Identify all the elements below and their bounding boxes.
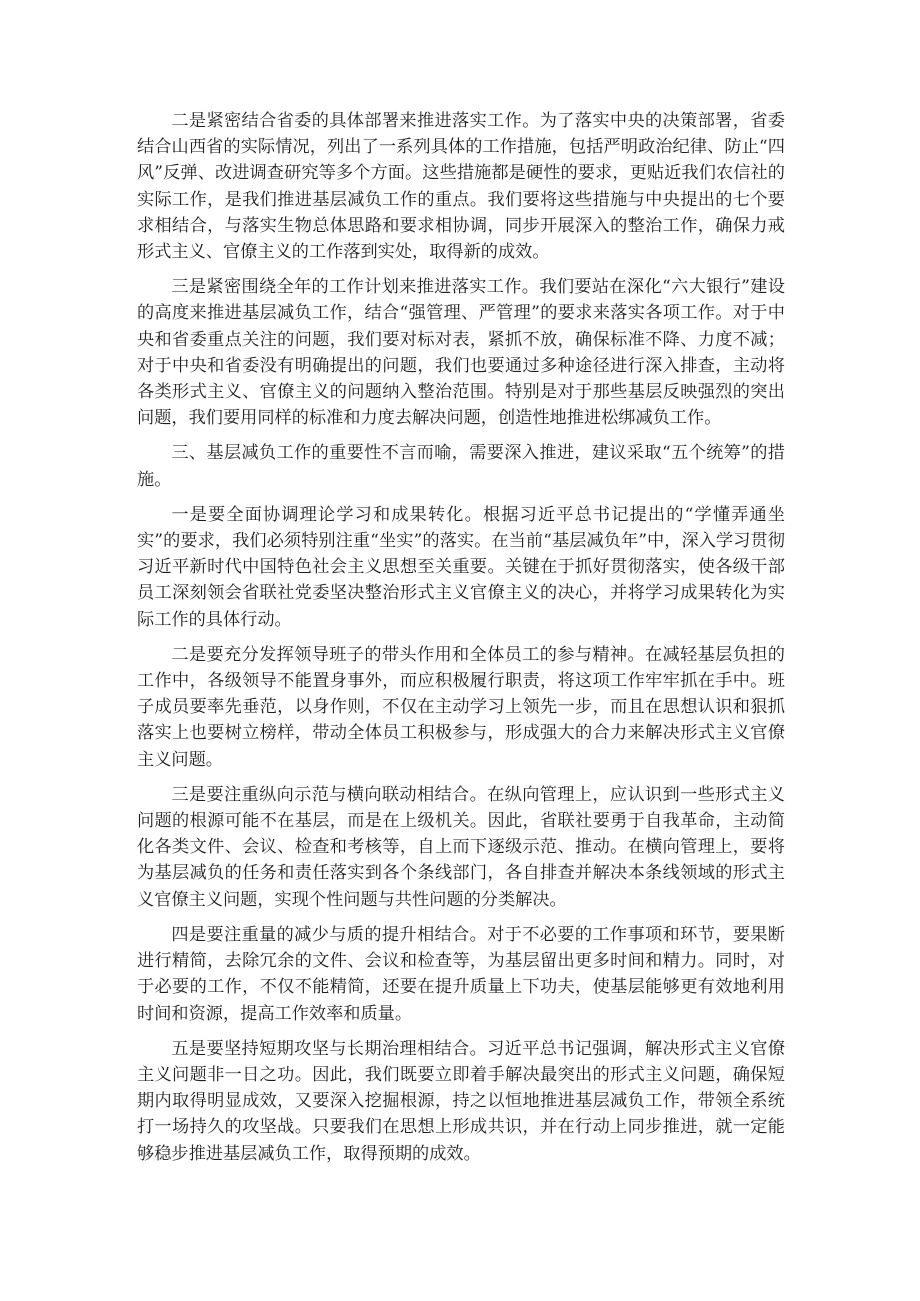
paragraph-4: 一是要全面协调理论学习和成果转化。根据习近平总书记提出的“学懂弄通坐实”的要求，我们必须特别注重“坐实”的落实。在当前“基层减负年”中，深入学习贯彻习近平新时代中国特色社会主义思想至关重要。关键在于抓好贯彻落实，使各级干部员工深刻领会省联社党委坚决整治形式主义官僚主义的决心，并将学习成果转化为实际工作的具体行动。: [137, 504, 785, 630]
paragraph-1: 二是紧密结合省委的具体部署来推进落实工作。为了落实中央的决策部署，省委结合山西省的实际情况，列出了一系列具体的工作措施，包括严明政治纪律、防止“四风”反弹、改进调查研究等多个方面。这些措施都是硬性的要求，更贴近我们农信社的实际工作，是我们推进基层减负工作的重点。我们要将这些措施与中央提出的七个要求相结合，与落实生物总体思路和要求相协调，同步开展深入的整治工作，确保力戒形式主义、官僚主义的工作落到实处，取得新的成效。: [137, 111, 785, 263]
paragraph-7: 四是要注重量的减少与质的提升相结合。对于不必要的工作事项和环节，要果断进行精简，去除冗余的文件、会议和检查等，为基层留出更多时间和精力。同时，对于必要的工作，不仅不能精简，还要在提升质量上下功夫，使基层能够更有效地利用时间和资源，提高工作效率和质量。: [137, 924, 785, 1024]
paragraph-5: 二是要充分发挥领导班子的带头作用和全体员工的参与精神。在减轻基层负担的工作中，各级领导不能置身事外，而应积极履行职责，将这项工作牢牢抓在手中。班子成员要率先垂范，以身作则，不仅在主动学习上领先一步，而且在思想认识和狠抓落实上也要树立榜样，带动全体员工积极参与，形成强大的合力来解决形式主义官僚主义问题。: [137, 644, 785, 770]
document-body: [137, 108, 785, 1176]
paragraph-6: 三是要注重纵向示范与横向联动相结合。在纵向管理上，应认识到一些形式主义问题的根源可能不在基层，而是在上级机关。因此，省联社要勇于自我革命，主动简化各类文件、会议、检查和考核等，自上而下逐级示范、推动。在横向管理上，要将为基层减负的任务和责任落实到各个条线部门，各自排查并解决本条线领域的形式主义官僚主义问题，实现个性问题与共性问题的分类解决。: [137, 784, 785, 910]
paragraph-2: 三是紧密围绕全年的工作计划来推进落实工作。我们要站在深化“六大银行”建设的高度来推进基层减负工作，结合“强管理、严管理”的要求来落实各项工作。对于中央和省委重点关注的问题，我们要对标对表，紧抓不放，确保标准不降、力度不减；对于中央和省委没有明确提出的问题，我们也要通过多种途径进行深入排查，主动将各类形式主义、官僚主义的问题纳入整治范围。特别是对于那些基层反映强烈的突出问题，我们要用同样的标准和力度去解决问题，创造性地推进松绑减负工作。: [137, 277, 785, 429]
paragraph-8: 五是要坚持短期攻坚与长期治理相结合。习近平总书记强调，解决形式主义官僚主义问题非一日之功。因此，我们既要立即着手解决最突出的形式主义问题，确保短期内取得明显成效，又要深入挖掘根源，持之以恒地推进基层减负工作，带领全系统打一场持久的攻坚战。只要我们在思想上形成共识，并在行动上同步推进，就一定能够稳步推进基层减负工作，取得预期的成效。: [137, 1038, 785, 1164]
paragraph-3: 三、基层减负工作的重要性不言而喻，需要深入推进，建议采取“五个统筹”的措施。: [137, 443, 785, 490]
